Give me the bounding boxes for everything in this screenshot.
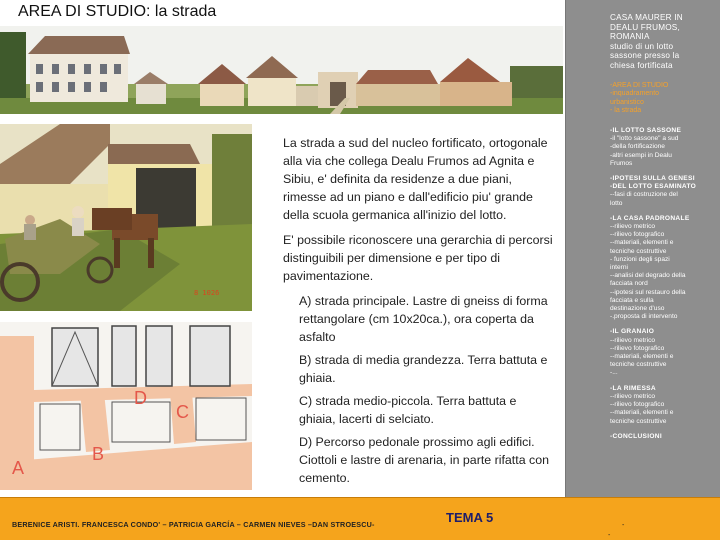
sidebar-group-heading: -LA CASA PADRONALE <box>610 214 690 222</box>
sidebar-line: tecniche costruttive <box>610 361 667 369</box>
sidebar-line: --materiali, elementi e <box>610 409 674 417</box>
list-item: D) Percorso pedonale prossimo agli edifici. Ciottoli e lastre di arenaria, in parte rifatta con cemento. <box>299 435 550 485</box>
sidebar-line: -.proposta di intervento <box>610 313 678 321</box>
sidebar-nav-list <box>610 127 716 448</box>
sidebar-line: --analisi del degrado della <box>610 272 686 280</box>
footer-dash: - <box>622 522 625 529</box>
sidebar-item-area-di-studio[interactable] <box>610 82 714 116</box>
sidebar-header-sub: studio di un lotto <box>610 41 674 51</box>
sidebar-line: --rilievo fotografico <box>610 344 665 352</box>
body-paragraph: La strada a sud del nucleo fortificato, ortogonale alla via che collega Dealu Frumos ad Agnita e Sibiu, e' definita da residenze a due piani, rimesse ad un piano e dall'edificio piu' grande della scuola germanica all'inizio del lotto. <box>283 136 548 222</box>
sidebar-header-sub: sassone presso la <box>610 51 680 61</box>
footer-authors: BERENICE ARISTI. FRANCESCA CONDO' – PATRICIA GARCÍA – CARMEN NIEVES –DAN STROESCU- <box>12 520 375 529</box>
sidebar-line: --rilievo fotografico <box>610 401 665 409</box>
sketch-label-b: B <box>92 444 105 464</box>
sidebar-line: -altri esempi in Dealu <box>610 151 672 159</box>
sidebar <box>565 0 720 497</box>
sketch-label-a: A <box>12 458 25 478</box>
sidebar-line: --rilievo metrico <box>610 392 656 400</box>
sidebar-line: --rilievo fotografico <box>610 231 665 239</box>
list-item: B) strada di media grandezza. Terra battuta e ghiaia. <box>299 353 548 385</box>
sidebar-active-line: -inquadramento <box>610 90 660 98</box>
sketch-label-d: D <box>134 388 147 408</box>
sidebar-item-granaio[interactable] <box>610 328 716 377</box>
sidebar-header <box>610 13 710 71</box>
sidebar-line: -DEL LOTTO ESAMINATO <box>610 183 697 191</box>
sidebar-line: --rilievo metrico <box>610 336 656 344</box>
page-title: AREA DI STUDIO: la strada <box>18 3 217 20</box>
sketch-label-c: C <box>176 402 189 422</box>
sidebar-line: facciata nord <box>610 280 648 288</box>
sidebar-active-line: - la strada <box>610 107 642 115</box>
village-panorama-image <box>0 26 563 114</box>
sidebar-group-heading: -IL LOTTO SASSONE <box>610 127 682 134</box>
sidebar-active-line: -AREA DI STUDIO <box>610 82 669 89</box>
sidebar-item-lotto-sassone[interactable] <box>610 127 716 168</box>
street-plan-sketch <box>0 322 252 490</box>
sidebar-header-sub: chiesa fortificata <box>610 60 673 70</box>
sidebar-item-conclusioni[interactable] <box>610 433 716 441</box>
sidebar-group-heading: -CONCLUSIONI <box>610 432 662 440</box>
sidebar-group-heading: -IL GRANAIO <box>610 328 655 336</box>
footer-bar <box>0 497 720 540</box>
sidebar-item-rimessa[interactable] <box>610 385 716 426</box>
sidebar-item-ipotesi-genesi[interactable] <box>610 175 716 208</box>
sidebar-header-line: DEALU FRUMOS, <box>610 22 680 32</box>
sidebar-line: -della fortificazione <box>610 143 665 151</box>
sidebar-line: - funzioni degli spazi <box>610 255 670 263</box>
sidebar-line: facciata e sulla <box>610 296 654 304</box>
sidebar-line: interni <box>610 264 628 272</box>
sidebar-group-heading: -IPOTESI SULLA GENESI <box>610 175 695 183</box>
sidebar-line: destinazione d'uso <box>610 305 665 313</box>
sidebar-line: --ipotesi sul restauro della <box>610 288 686 296</box>
sidebar-line: --rilievo metrico <box>610 223 656 231</box>
body-text <box>283 134 555 492</box>
sidebar-line: --materiali, elementi e <box>610 239 674 247</box>
sidebar-header-line: ROMANIA <box>610 32 650 42</box>
sidebar-line: -il "lotto sassone" a sud <box>610 135 679 143</box>
sidebar-line: tecniche costruttive <box>610 417 667 425</box>
sidebar-line: Frumos <box>610 159 633 167</box>
horse-cart-photo <box>0 124 252 311</box>
sidebar-line: lotto <box>610 199 623 207</box>
sidebar-header-line: CASA MAURER IN <box>610 13 683 22</box>
sidebar-line: --fasi di costruzione del <box>610 191 678 199</box>
road-type-list <box>283 292 555 487</box>
sidebar-line: tecniche costruttive <box>610 247 667 255</box>
body-paragraph: E' possibile riconoscere una gerarchia di percorsi distinguibili per dimensione e per tipo di pavimentazione. <box>283 233 553 283</box>
sidebar-item-casa-padronale[interactable] <box>610 215 716 322</box>
footer-tema-label: TEMA 5 <box>446 510 494 525</box>
sidebar-group-heading: -LA RIMESSA <box>610 384 656 392</box>
photo-date-stamp: 8 1026 <box>194 289 220 297</box>
footer-dash: - <box>608 532 611 539</box>
sidebar-line: --materiali, elementi e <box>610 353 674 361</box>
sidebar-line: -... <box>610 369 618 377</box>
list-item: A) strada principale. Lastre di gneiss di forma rettangolare (cm 10x20ca.), ora coperta da asfalto <box>299 294 548 344</box>
sidebar-active-line: urbanistico <box>610 98 644 106</box>
list-item: C) strada medio-piccola. Terra battuta e ghiaia, lacerti di selciato. <box>299 394 517 426</box>
